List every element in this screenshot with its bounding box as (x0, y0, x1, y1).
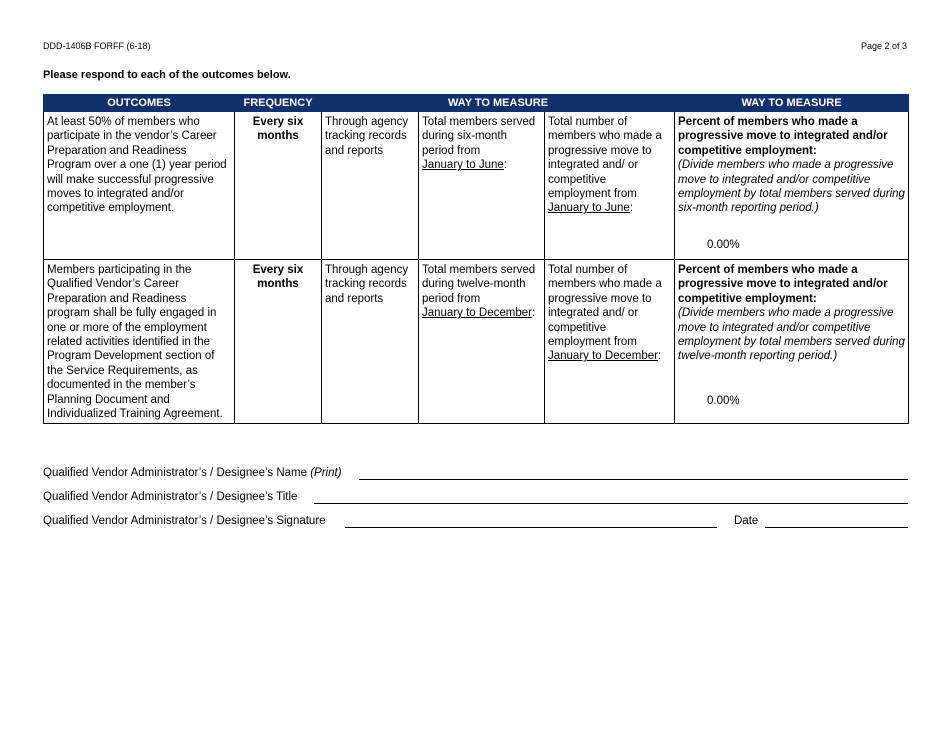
members-served-text: Total members served during six-month period from (422, 116, 536, 157)
percent-value: 0.00% (707, 394, 740, 407)
table-row (44, 112, 909, 260)
col-way-to-measure: WAY TO MEASURE (322, 95, 675, 112)
signature-field-row (43, 515, 908, 531)
date-label: Date (734, 515, 759, 527)
percent-cell (675, 112, 909, 260)
signature-input-line[interactable] (345, 527, 717, 528)
members-moved-cell[interactable]: Total number of members who made a progressive move to integrated and/ or competitive employment from January to June: (545, 112, 675, 260)
col-way-to-measure-result: WAY TO MEASURE (675, 95, 909, 112)
percent-cell (675, 260, 909, 424)
method-cell: Through agency tracking records and reports (322, 260, 419, 424)
members-moved-period: January to December (548, 350, 658, 363)
members-served-text: Total members served during twelve-month period from (422, 264, 536, 305)
table-header-row (44, 95, 909, 112)
name-label-note: (Print) (310, 467, 342, 479)
form-id: DDD-1406B FORFF (6-18) (43, 41, 151, 51)
percent-title: Percent of members who made a progressive move to integrated and/or competitive employment: (678, 264, 888, 305)
outcome-cell: At least 50% of members who participate in the vendor’s Career Preparation and Readiness Program over a one (1) year period will make successful progressive moves to integrated and/or competitive employment. (44, 112, 235, 260)
percent-note: (Divide members who made a progressive move to integrated and/or competitive employment by total members served during six-month reporting period.) (678, 159, 905, 215)
outcomes-table (43, 94, 909, 424)
title-label: Qualified Vendor Administrator’s / Designee’s Title (43, 491, 298, 503)
col-outcomes: OUTCOMES (44, 95, 235, 112)
members-moved-cell[interactable]: Total number of members who made a progressive move to integrated and/ or competitive employment from January to December: (545, 260, 675, 424)
name-label: Qualified Vendor Administrator’s / Designee’s Name (Print) (43, 467, 342, 479)
frequency-cell: Every six months (235, 260, 322, 424)
name-field-row (43, 467, 908, 483)
members-moved-text: Total number of members who made a progressive move to integrated and/ or competitive employment from (548, 264, 662, 349)
members-served-cell[interactable]: Total members served during six-month period from January to June: (419, 112, 545, 260)
frequency-cell: Every six months (235, 112, 322, 260)
outcome-cell: Members participating in the Qualified Vendor’s Career Preparation and Readiness program shall be fully engaged in one or more of the employment related activities identified in the Program Development section of the Service Requirements, as documented in the member’s Planning Document and Individualized Training Agreement. (44, 260, 235, 424)
date-input-line[interactable] (765, 527, 908, 528)
page-number: Page 2 of 3 (860, 41, 907, 51)
members-served-cell[interactable]: Total members served during twelve-month period from January to December: (419, 260, 545, 424)
percent-title: Percent of members who made a progressive move to integrated and/or competitive employment: (678, 116, 888, 157)
title-input-line[interactable] (314, 503, 908, 504)
signature-label: Qualified Vendor Administrator’s / Designee’s Signature (43, 515, 326, 527)
members-served-period: January to June (422, 159, 504, 172)
members-moved-text: Total number of members who made a progressive move to integrated and/ or competitive employment from (548, 116, 662, 201)
instruction-heading: Please respond to each of the outcomes below. (43, 69, 291, 81)
title-field-row (43, 491, 908, 507)
method-cell: Through agency tracking records and reports (322, 112, 419, 260)
members-moved-period: January to June (548, 202, 630, 215)
percent-value: 0.00% (707, 238, 740, 251)
table-row (44, 260, 909, 424)
name-input-line[interactable] (359, 479, 908, 480)
members-served-period: January to December (422, 307, 532, 320)
col-frequency: FREQUENCY (235, 95, 322, 112)
percent-note: (Divide members who made a progressive move to integrated and/or competitive employment by total members served during twelve-month reporting period.) (678, 307, 905, 363)
